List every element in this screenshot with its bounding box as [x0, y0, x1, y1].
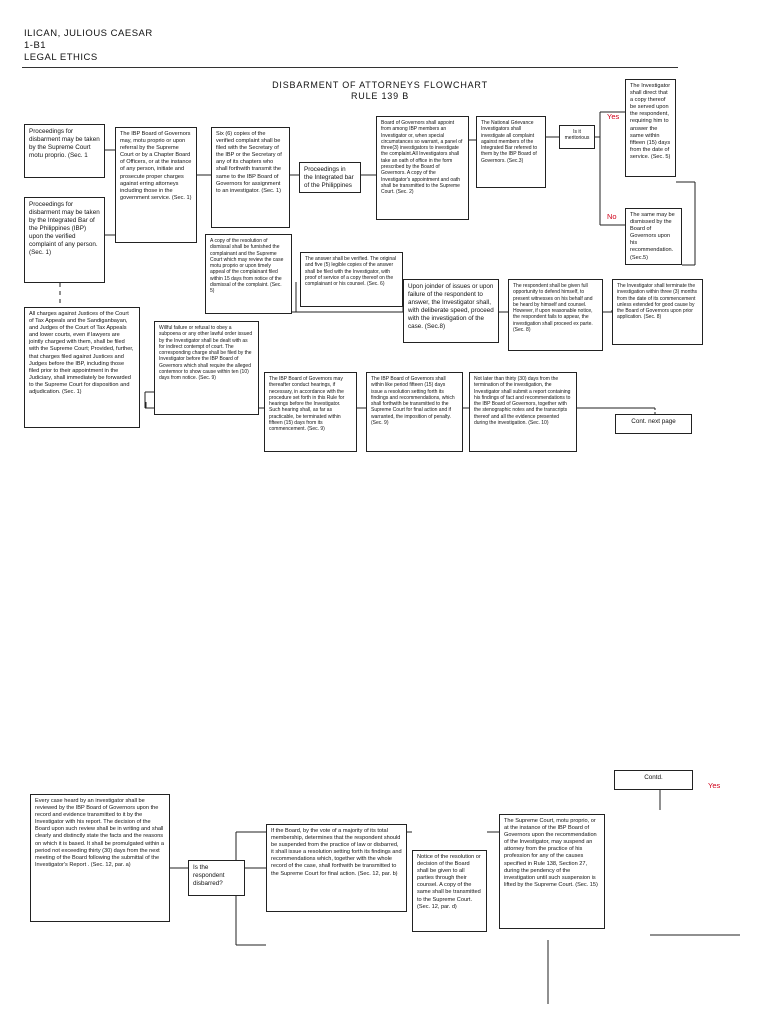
header-subject: LEGAL ETHICS	[24, 52, 98, 63]
box-is-respondent-disbarred: Is the respondent disbarred?	[188, 860, 245, 896]
box-joinder-of-issues: Upon joinder of issues or upon failure of the respondent to answer, the Investigator shall, with deliberate speed, proceed with the investigation of the case. (Sec.8)	[403, 279, 499, 343]
box-supreme-court-motu-proprio: Proceedings for disbarment may be taken by the Supreme Court motu proprio. (Sec. 1	[24, 124, 105, 178]
title-line-1: DISBARMENT OF ATTORNEYS FLOWCHART	[272, 80, 488, 90]
box-board-appoint-investigator: Board of Governors shall appoint from among IBP members an Investigator or, when special circumstances so warrant, a panel of three(3) investigators to investigate the complaint.All Investigators shall take an oath of office in the form prescribed by the Board of Governors. A copy of the Investigator's appointment and oath shall be transmitted to the Supreme Court. (Sec. 2)	[376, 116, 469, 220]
box-board-conduct-hearings: The IBP Board of Governors may thereafter conduct hearings, if necessary, in accordance with the procedure set forth in this Rule for hearings before the Investigator. Such hearing shall, as far as practicable, be terminated within fifteen (15) days from its commencement. (Sec. 9)	[264, 372, 357, 452]
box-investigator-submit-report: Not later than thirty (30) days from the termination of the investigation, the Investigator shall submit a report containing his findings of fact and recommendations to the IBP Board of Governors, together with the stenographic notes and the transcripts thereof and all the evidence presented during the investigation. (Sec. 10)	[469, 372, 577, 452]
box-answer-verified: The answer shall be verified. The original and five (5) legible copies of the answer shall be filed with the Investigator, with proof of service of a copy thereof on the complainant or his counsel. (Sec. 6)	[300, 252, 403, 307]
label-yes-bottom: Yes	[708, 781, 721, 790]
title-line-2: RULE 139 B	[350, 91, 410, 101]
box-every-case-reviewed: Every case heard by an investigator shall be reviewed by the IBP Board of Governors upon the record and evidence transmitted to it by the Investigator with his report. The decision of the Board upon such review shall be in writing and shall clearly and distinctly state the facts and the reasons on which it is based. It shall be promulgated within a period not exceeding thirty (30) days from the next meeting of the Board following the submittal of the Investigator's Report . (Sec. 12, par. a)	[30, 794, 170, 922]
box-notice-of-resolution: Notice of the resolution or decision of the Board shall be given to all parties through their counsel. A copy of the same shall be transmitted to the Supreme Court. (Sec. 12, par. d)	[412, 850, 487, 932]
label-no: No	[607, 212, 617, 221]
box-supreme-court-suspend: The Supreme Court, motu proprio, or at the instance of the IBP Board of Governors upon the recommendation of the Investigator, may suspend an attorney from the practice of his profession for any of the causes specified in Rule 138, Section 27, during the pendency of the investigation until such suspension is lifted by the Supreme Court. (Sec. 15)	[499, 814, 605, 929]
cont-next-page-button[interactable]: Cont. next page	[615, 414, 692, 434]
box-dismissed-by-board: The same may be dismissed by the Board of Governors upon his recommendation. (Sec.5)	[625, 208, 682, 265]
box-terminate-investigation: The Investigator shall terminate the investigation within three (3) months from the date of its commencement unless extended for good cause by the Board of Governors upon prior application. (Sec. 8)	[612, 279, 703, 345]
box-board-issue-resolution: The IBP Board of Governors shall within like period fifteen (15) days issue a resolution setting forth its findings and recommendations, which shall forthwith be transmitted to the Supreme Court for final action and if warranted, the imposition of penalty. (Sec. 9)	[366, 372, 463, 452]
box-ibp-board-initiate-charges: The IBP Board of Governors may, motu proprio or upon referral by the Supreme Court or by a Chapter Board of Officers, or at the instance of any person, initiate and prosecute proper charges against erring attorneys including those in the government service. (Sec. 1)	[115, 127, 197, 243]
box-national-grievance-investigators: The National Grievance Investigators shall investigate all complaint against members of the Integrated Bar referred to them by the IBP Board of Governors. (Sec.3)	[476, 116, 546, 188]
box-six-copies-complaint: Six (6) copies of the verified complaint shall be filed with the Secretary of the IBP or the Secretary of any of its chapters who shall forthwith transmit the same to the IBP Board of Governors for assignment to an investigator. (Sec. 1)	[211, 127, 290, 228]
box-respondent-opportunity-defend: The respondent shall be given full opportunity to defend himself, to present witnesses on his behalf and be heard by himself and counsel. However, if upon reasonable notice, the respondent fails to appear, the investigation shall proceed ex parte. (Sec. 8)	[508, 279, 603, 351]
box-proceedings-ibp: Proceedings in the Integrated bar of the Philippines	[299, 162, 361, 193]
box-ibp-verified-complaint: Proceedings for disbarment may be taken by the Integrated Bar of the Philippines (IBP) upon the verified complaint of any person. (Sec. 1)	[24, 197, 105, 283]
box-board-majority-vote: If the Board, by the vote of a majority of its total membership, determines that the respondent should be suspended from the practice of law or disbarred, it shall issue a resolution setting forth its findings and recommendations which, together with the whole record of the case, shall forthwith be transmitted to the Supreme Court for final action. (Sec. 12, par. b)	[266, 824, 407, 912]
box-is-meritorious: Is it meritorious	[559, 125, 595, 149]
label-yes-top: Yes	[607, 112, 620, 121]
contd-box: Contd.	[614, 770, 693, 790]
header-section: 1-B1	[24, 40, 47, 51]
header-name: ILICAN, JULIOUS CAESAR	[24, 28, 153, 39]
box-charges-against-justices: All charges against Justices of the Court of Tax Appeals and the Sandiganbayan, and Judges of the Court of Tax Appeals and lower courts, even if lawyers are jointly charged with them, shall be filed with the Supreme Court; Provided, further, that charges filed against Justices and Judges before the IBP, including those filed prior to their appointment in the Judiciary, shall immediately be forwarded to the Supreme Court for disposition and adjudication. (Sec. 1)	[24, 307, 140, 428]
box-willful-failure-subpoena: Willful failure or refusal to obey a subpoena or any other lawful order issued by the Investigator shall be dealt with as for indirect contempt of court. The corresponding charge shall be filed by the Investigator before the IBP Board of Governors which shall require the alleged contemnor to show cause within ten (10) days from notice. (Sec. 9)	[154, 321, 259, 415]
box-investigator-direct-copy: The Investigator shall direct that a copy thereof be served upon the respondent, requiring him to answer the same within fifteen (15) days from the date of service. (Sec. 5)	[625, 79, 676, 177]
box-resolution-of-dismissal: A copy of the resolution of dismissal shall be furnished the complainant and the Supreme Court which may review the case motu proprio or upon timely appeal of the complainant filed within 15 days from notice of the dismissal of the complaint. (Sec. 5)	[205, 234, 292, 314]
